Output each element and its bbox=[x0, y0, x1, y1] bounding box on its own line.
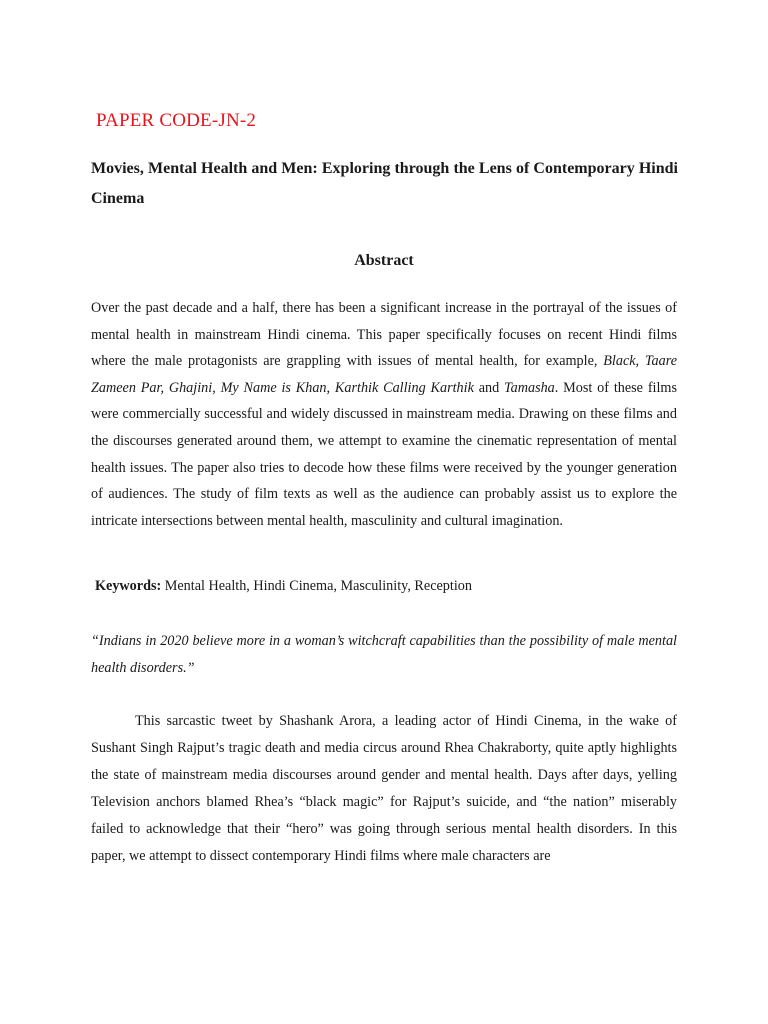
keywords-line bbox=[95, 578, 472, 595]
epigraph-quote: “Indians in 2020 believe more in a woman’s witchcraft capabilities than the possibility of male mental health disorders.” bbox=[91, 633, 677, 676]
keywords-label: Keywords: bbox=[95, 578, 162, 594]
abstract-separator-2: , bbox=[326, 379, 335, 396]
keywords-value: Mental Health, Hindi Cinema, Masculinity, Reception bbox=[161, 578, 472, 594]
abstract-film-titles-1: Black, Taare Zameen Par, Ghajini bbox=[91, 353, 678, 396]
abstract-film-title-4: Tamasha bbox=[504, 379, 555, 396]
paper-code: PAPER CODE-JN-2 bbox=[96, 110, 257, 131]
abstract-text-2: . Most of these films were commercially successful and widely discussed in mainstream media. Drawing on these films and the discourses generated around them, we attempt to examine the cinematic representation of mental health issues. The paper also tries to decode how these films were received by the younger generation of audiences. The study of film texts as well as the audience can probably assist us to explore the intricate intersections between mental health, masculinity and cultural imagination. bbox=[91, 379, 677, 529]
abstract-film-title-3: Karthik Calling Karthik bbox=[334, 379, 474, 396]
body-paragraph: This sarcastic tweet by Shashank Arora, a leading actor of Hindi Cinema, in the wake of Sushant Singh Rajput’s tragic death and media circus around Rhea Chakraborty, quite aptly highlights the state of mainstream media discourses around gender and mental health. Days after days, yelling Television anchors blamed Rhea’s “black magic” for Rajput’s suicide, and “the nation” miserably failed to acknowledge that their “hero” was going through serious mental health disorders. In this paper, we attempt to dissect contemporary Hindi films where male characters are bbox=[91, 713, 677, 864]
abstract-heading: Abstract bbox=[354, 252, 414, 269]
abstract-separator-1: , bbox=[212, 379, 221, 396]
paper-title: Movies, Mental Health and Men: Exploring through the Lens of Contemporary Hindi Cinema bbox=[91, 160, 678, 207]
abstract-separator-3: and bbox=[473, 379, 505, 396]
abstract-text-1: Over the past decade and a half, there has been a significant increase in the portrayal of the issues of mental health in mainstream Hindi cinema. This paper specifically focuses on recent Hindi films where the male protagonists are grappling with issues of mental health, for example, bbox=[91, 300, 677, 370]
abstract-film-title-2: My Name is Khan bbox=[220, 379, 327, 396]
abstract-body bbox=[91, 295, 677, 534]
